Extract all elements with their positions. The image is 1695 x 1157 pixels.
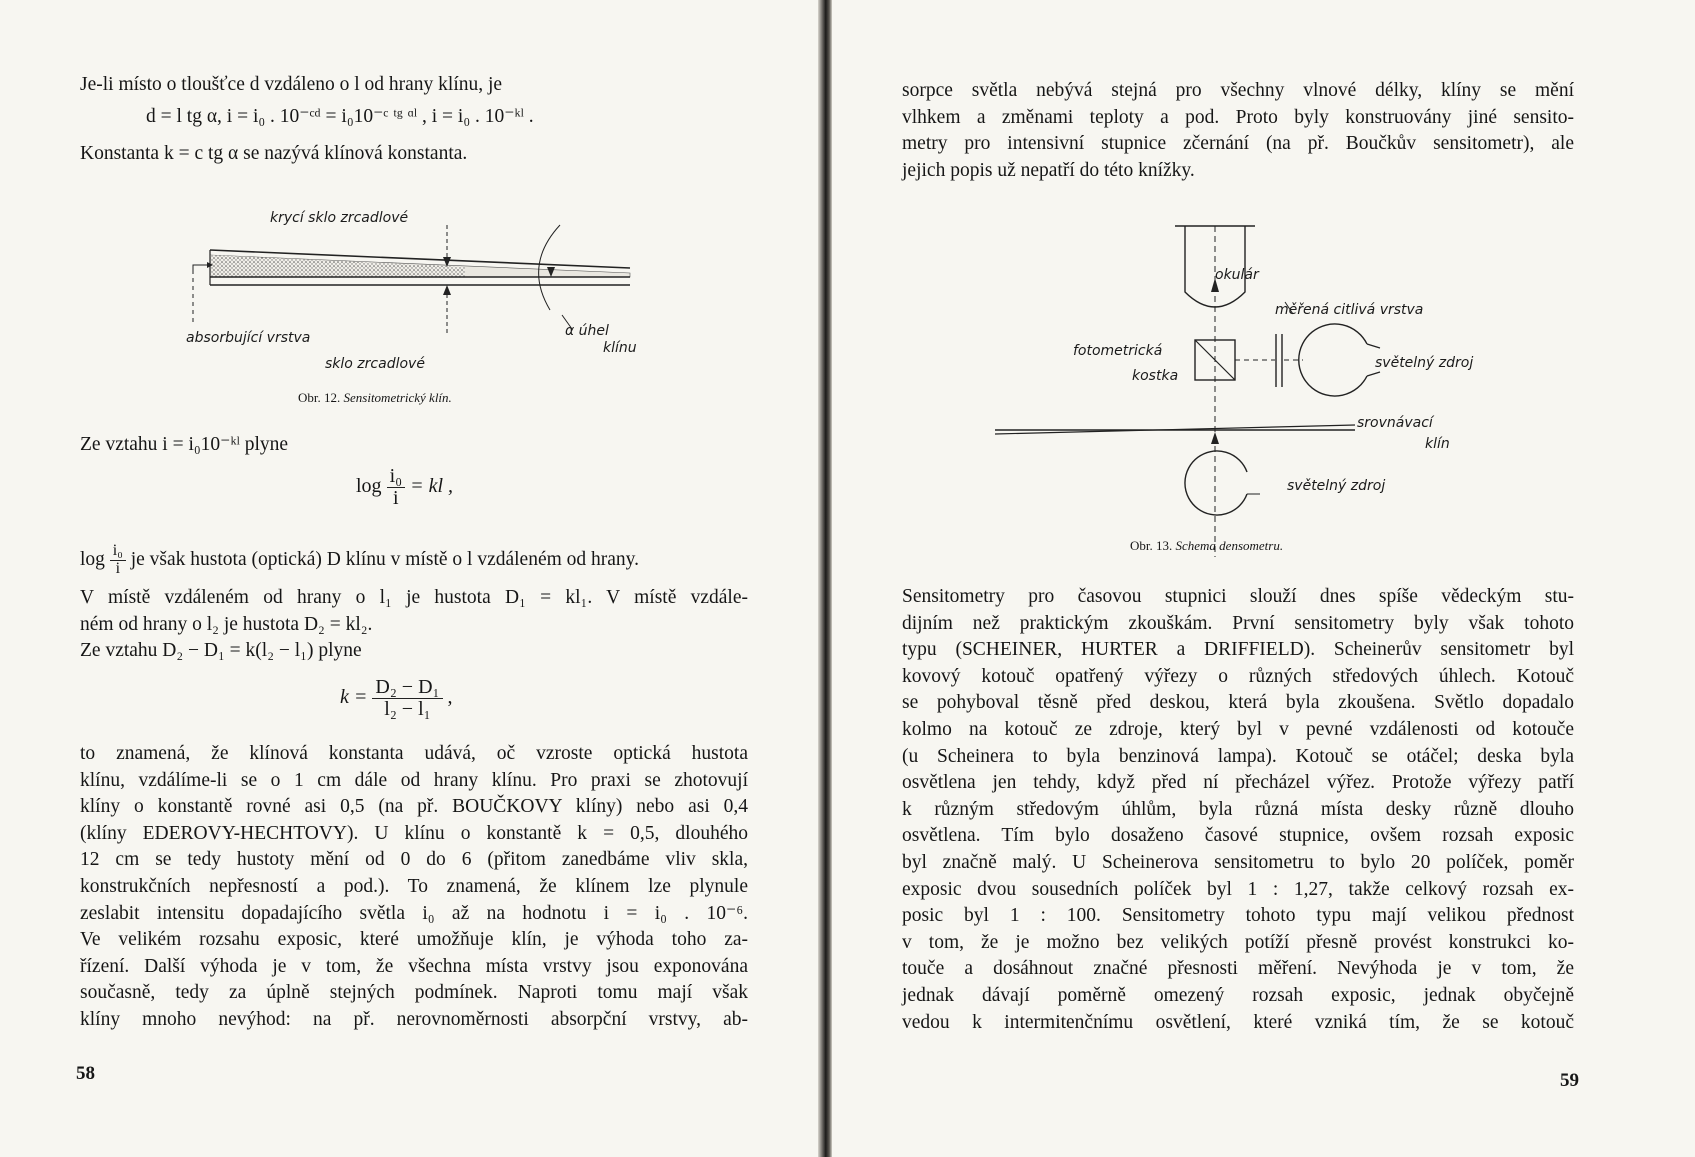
text-line: metry pro intensivní stupnice zčernání (na př. Boučkův sensitometr), ale [902, 133, 1574, 155]
label-comparison-wedge: klín [1425, 436, 1450, 452]
text-line: klínu, vzdálíme-li se o 1 cm dále od hrany klínu. Pro praxi se zhotovují [80, 769, 748, 791]
label-photometric: fotometrická [1073, 343, 1163, 359]
text-line: exposic dvou sousedních políček byl 1 : 1,27, takže celkový rozsah ex- [902, 878, 1574, 900]
text-line: jejich popis už nepatří do této knížky. [902, 159, 1195, 181]
text-line: (klíny EDEROVY-HECHTOVY). U klínu o konstantě k = 0,5, dlouhého [80, 822, 748, 844]
text-line: klíny o konstantě rovné asi 0,5 (na př. BOUČKOVY klíny) nebo asi 0,4 [80, 796, 748, 818]
text-line: osvětlena. Tím bylo dosaženo časové stupnice, ovšem rozsah exposic [902, 825, 1574, 847]
text-line: posic byl 1 : 100. Sensitometry tohoto typu mají velikou přednost [902, 905, 1574, 927]
text-line: byl značně malý. U Scheinerova sensitometru to bylo 20 políček, poměr [902, 852, 1574, 873]
label-wedge-angle: α úhel [565, 323, 609, 339]
text-line: Ze vztahu i = i₀10⁻ᵏˡ plyne [80, 434, 289, 455]
text-line: se pohyboval těsně před deskou, která byla zkoušena. Světlo dopadalo [902, 692, 1574, 714]
text-line: V místě vzdáleném od hrany o l₁ je hustota D₁ = kl₁. V místě vzdále- [80, 587, 748, 608]
text-line: dijním než praktickým zkouškám. První sensitometry byly však tohoto [902, 612, 1574, 634]
text-line: typu (SCHEINER, HURTER a DRIFFIELD). Scheinerův sensitometr byl [902, 639, 1574, 661]
label-mirror-glass: sklo zrcadlové [325, 356, 425, 372]
text-line: to znamená, že klínová konstanta udává, oč vzroste optická hustota [80, 743, 748, 764]
text-line: (u Scheinera to byla benzinová lampa). Kotouč se otáčel; deska byla [902, 745, 1574, 767]
text-line: Je-li místo o tloušťce d vzdáleno o l od hrany klínu, je [80, 74, 503, 95]
label-cube: kostka [1132, 368, 1179, 384]
text-line: Konstanta k = c tg α se nazývá klínová konstanta. [80, 143, 468, 164]
text-line: konstrukčních nepřesností a pod.). To znamená, že klínem lze plynule [80, 876, 748, 897]
label-eyepiece: okulár [1215, 267, 1259, 283]
label-wedge: klínu [603, 340, 637, 356]
text-line: v tom, že je možno bez velikých potíží přesně provést konstrukci ko- [902, 931, 1574, 953]
text-line: klíny mnoho nevýhod: na př. nerovnoměrnosti absorpční vrstvy, ab- [80, 1009, 748, 1030]
label-light-source-top: světelný zdroj [1375, 355, 1474, 371]
text-line: zeslabit intensitu dopadajícího světla i₀ až na hodnotu i = i₀ . 10⁻⁶. [80, 902, 748, 924]
text-line: kolmo na kotouč ze zdroje, který byl v pevné vzdálenosti od kotouče [902, 719, 1574, 740]
text-line: Ze vztahu D₂ − D₁ = k(l₂ − l₁) plyne [80, 640, 362, 661]
text-line: řízení. Další výhoda je v tom, že všechna místa vrstvy jsou exponována [80, 955, 748, 977]
text-line: ném od hrany o l₂ je hustota D₂ = kl₂. [80, 614, 373, 635]
text-line: současně, tedy za úplně stejných podmínek. Naproti tomu mají však [80, 982, 748, 1004]
text-line: vedou k intermitenčnímu osvětlení, které vzniká tím, že se kotouč [902, 1011, 1574, 1033]
page-number-left: 58 [76, 1063, 95, 1084]
figure-12-caption: Obr. 12. Sensitometrický klín. [298, 390, 452, 405]
label-measured-layer: měřená citlivá vrstva [1275, 302, 1424, 318]
label-cover-glass: krycí sklo zrcadlové [270, 210, 409, 226]
text-line: jednak dávají poměrně omezený rozsah exposic, jednak obyčejně [902, 985, 1574, 1006]
text-line: osvětlena jen tehdy, když před ní přecházel výřez. Protože výřezy patří [902, 772, 1574, 794]
text-line: 12 cm se tedy hustoty mění od 0 do 6 (přitom zanedbáme vliv skla, [80, 849, 748, 871]
formula-log: log $\frac{\text{i₀}}{i}$ = kl , [356, 465, 454, 509]
label-absorbing-layer: absorbující vrstva [186, 330, 311, 346]
text-line: touče a dosáhnout značné přesnosti měření. Nevýhoda je v tom, že [902, 958, 1574, 980]
text-line: Ve velikém rozsahu exposic, které umožňuje klín, je výhoda toho za- [80, 929, 748, 951]
label-comparison: srovnávací [1357, 415, 1433, 431]
text-line: vlhkem a změnami teploty a pod. Proto byly konstruovány jiné sensito- [902, 106, 1574, 128]
formula-k: k = $\frac{\text{D₂ − D₁}}{\text{l₂ − l₁}}$ , [340, 676, 453, 720]
book-gutter [818, 0, 832, 1157]
text-line: k různým středovým úhlům, byla různá místa desky různě dlouho [902, 798, 1574, 820]
label-light-source-bottom: světelný zdroj [1287, 478, 1386, 494]
text-line-log: log $\frac{\text{i₀}}{i}$ je však hustota (optická) D klínu v místě o l vzdáleném od hrany. [80, 542, 640, 577]
page-number-right: 59 [1560, 1070, 1579, 1091]
formula-line: d = l tg α, i = i₀ . 10⁻ᶜᵈ = i₀10⁻ᶜ ᵗᵍ ᵅˡ , i = i₀ . 10⁻ᵏˡ . [146, 106, 534, 127]
figure-13-caption: Obr. 13. Schema densometru. [1130, 538, 1284, 553]
text-line: kovový kotouč opatřený výřezy o různých středových úhlech. Kotouč [902, 665, 1574, 687]
text-line: sorpce světla nebývá stejná pro všechny vlnové délky, klíny se mění [902, 80, 1574, 101]
text-line: Sensitometry pro časovou stupnici slouží dnes spíše vědeckým stu- [902, 586, 1574, 607]
